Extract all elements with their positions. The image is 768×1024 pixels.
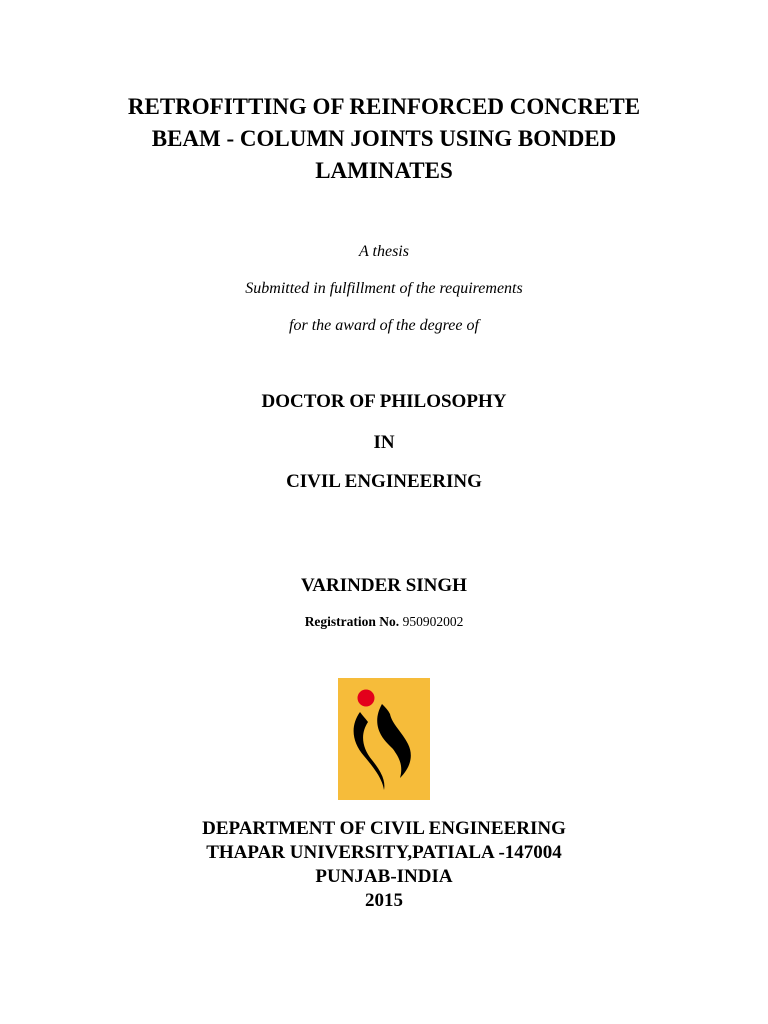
logo-red-dot: [358, 690, 375, 707]
thapar-university-flame-logo-icon: [338, 678, 430, 800]
thesis-title-line-3: LAMINATES: [315, 158, 453, 183]
year: 2015: [365, 890, 403, 911]
thesis-title-line-2: BEAM - COLUMN JOINTS USING BONDED: [151, 126, 617, 151]
registration-label: Registration No.: [304, 614, 400, 629]
university-logo: [338, 678, 430, 800]
registration-number: 950902002: [402, 614, 464, 629]
submission-line-3: for the award of the degree of: [289, 317, 479, 334]
submission-line-2: Submitted in fulfillment of the requirements: [245, 280, 523, 297]
degree-connector: IN: [373, 432, 395, 453]
degree-name: DOCTOR OF PHILOSOPHY: [261, 391, 507, 412]
department-name: DEPARTMENT OF CIVIL ENGINEERING: [202, 818, 566, 839]
degree-field: CIVIL ENGINEERING: [286, 471, 482, 492]
registration-line: [0, 613, 768, 631]
author-name: VARINDER SINGH: [301, 575, 467, 596]
submission-line-1: A thesis: [359, 243, 409, 260]
thesis-title-line-1: RETROFITTING OF REINFORCED CONCRETE: [127, 94, 641, 119]
university-name: THAPAR UNIVERSITY,PATIALA -147004: [206, 842, 562, 863]
location: PUNJAB-INDIA: [315, 866, 453, 887]
